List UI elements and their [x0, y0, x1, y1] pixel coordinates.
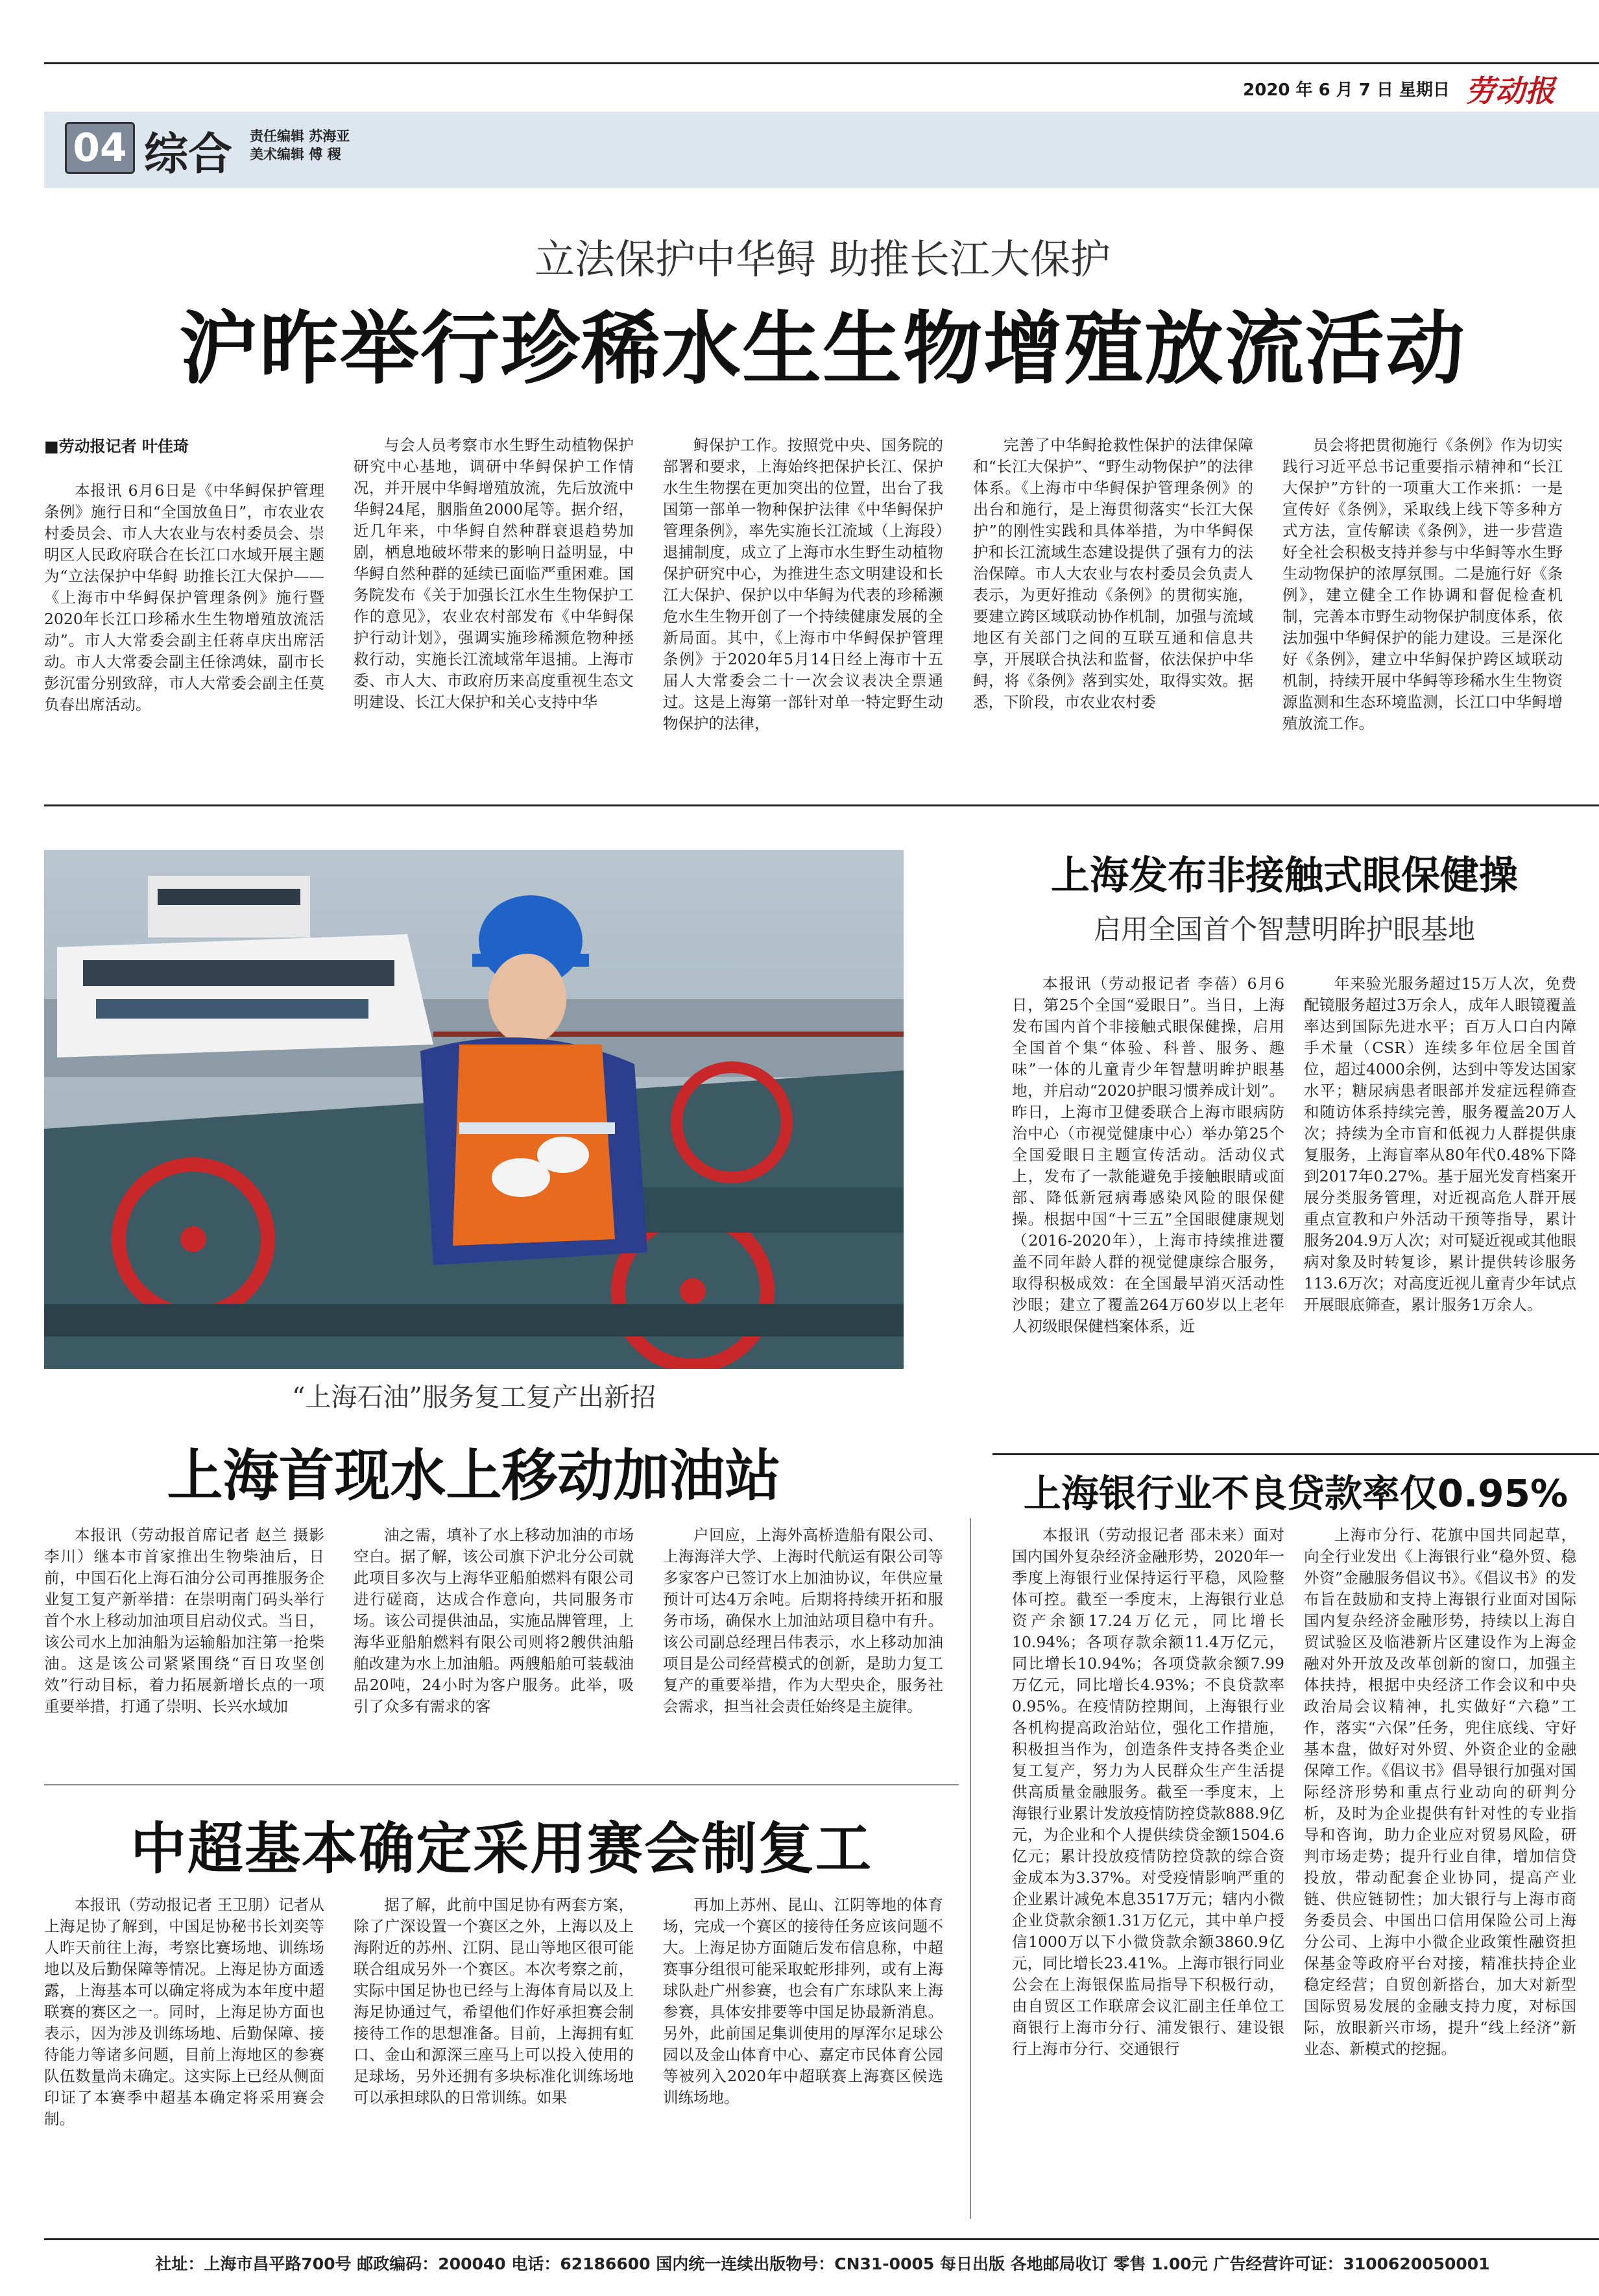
article4-column: 本报讯（劳动报记者 邵未来）面对国内国外复杂经济金融形势，2020年一季度上海银行业保持运行平稳，风险整体可控。截至一季度末，上海银行业总资产余额17.24万亿元，同比增长10.94%；各项存款余额11.4万亿元，同比增长10.94%；各项贷款余额7.99万亿元，同比增长4.93%；不良贷款率0.95%。在疫情防控期间，上海银行业各机构提高政治站位，强化工作措施，积极担当作为，创造条件支持各类企业复工复产，努力为人民群众生产生活提供高质量金融服务。截至一季度末，上海银行业累计发放疫情防控贷款888.9亿元，为企业和个人提供续贷金额1504.6亿元；累计投放疫情防控贷款的综合资金成本为3.37%。对受疫情影响严重的企业累计减免本息3517万元；辖内小微企业贷款余额1.31万亿元，其中单户授信1000万以下小微贷款余额3860.9亿元，同比增长23.41%。上海市银行同业公会在上海银保监局指导下积极行动，由自贸区工作联席会议汇副主任单位工商银行上海市分行、浦发银行、建设银行上海市分行、交通银行 [1012, 1526, 1284, 2058]
article1-column: 本报讯 6月6日是《中华鲟保护管理条例》施行日和“全国放鱼日”，市农业农村委员会、市人大农业与农村委员会、崇明区人民政府联合在长江口水域开展主题为“立法保护中华鲟 助推长江大保护——《上海市中华鲟保护管理条例》施行暨2020年长江口珍稀水生生物增殖放流活动”。市人大常委会副主任蒋卓庆出席活动。市人大常委会副主任徐鸿妹，副市长彭沉雷分别致辞，市人大常委会副主任莫负春出席活动。 [44, 481, 324, 714]
article4-column: 上海市分行、花旗中国共同起草，向全行业发出《上海银行业“稳外贸、稳外资”金融服务倡议书》。《倡议书》的发布旨在鼓励和支持上海银行业面对国际国内复杂经济金融形势，持续以上海自贸试验区及临港新片区建设作为上海金融对外开放及改革创新的窗口，加强主体扶持，根据中央经济工作会议和中央政治局会议精神，扎实做好“六稳”工作，落实“六保”任务，兜住底线、守好基本盘，做好对外贸、外资企业的金融保障工作。《倡议书》倡导银行加强对国际经济形势和重点行业动向的研判分析，及时为企业提供有针对性的专业指导和咨询，助力企业应对贸易风险，研判市场走势；提升行业自律，增加信贷投放，带动配套企业协同，提高产业链、供应链韧性；加大银行与上海市商务委员会、中国出口信用保险公司上海分公司、上海中小微企业政策性融资担保基金等政府平台对接，精准扶持企业稳定经营；自贸创新搭台，加大对新型国际贸易发展的金融支持力度，对标国际，放眼新兴市场，提升“线上经济”新业态、新模式的挖掘。 [1304, 1526, 1576, 2058]
article3-column: 油之需，填补了水上移动加油的市场空白。据了解，该公司旗下沪北分公司就此项目多次与上海华亚船舶燃料有限公司进行磋商，达成合作意向，共同服务市场。该公司提供油品，实施品牌管理，上海华亚船舶燃料有限公司则将2艘供油船舶改建为水上加油船。两艘船舶可装载油品20吨，24小时为客户服务。此举，吸引了众多有需求的客 [354, 1526, 634, 1715]
vertical-divider [970, 1518, 971, 2219]
article2-column: 本报讯（劳动报记者 李蓓）6月6日，第25个全国“爱眼日”。当日，上海发布国内首个非接触式眼保健操，启用全国首个集“体验、科普、服务、趣味”一体的儿童青少年智慧明眸护眼基地，并启动“2020护眼习惯养成计划”。昨日，上海市卫健委联合上海市眼病防治中心（市视觉健康中心）举办第25个全国爱眼日主题宣传活动。活动仪式上，发布了一款能避免手接触眼睛或面部、降低新冠病毒感染风险的眼保健操。根据中国“十三五”全国眼健康规划（2016-2020年），上海市持续推进覆盖不同年龄人群的视觉健康综合服务，取得积极成效：在全国最早消灭活动性沙眼；建立了覆盖264万60岁以上老年人初级眼保健档案体系，近 [1012, 974, 1284, 1335]
article5-column: 再加上苏州、昆山、江阴等地的体育场，完成一个赛区的接待任务应该问题不大。上海足协方面随后发布信息称，中超赛事分组很可能采取蛇形排列，或有上海球队赴广州参赛，也会有广东球队来上海参赛，具体安排要等中国足协最新消息。另外，此前国足集训使用的厚浑尔足球公园以及金山体育中心、嘉定市民体育公园等被列入2020年中超联赛上海赛区候选训练场地。 [663, 1896, 943, 2107]
divider [992, 1453, 1599, 1455]
article3-column: 户回应，上海外高桥造船有限公司、上海海洋大学、上海时代航运有限公司等多家客户已签订水上加油协议，年供应量预计可达4万余吨。后期将持续开拓和服务市场，确保水上加油站项目稳中有升。该公司副总经理吕伟表示，水上移动加油项目是公司经营模式的创新，是助力复工复产的重要举措，作为大型央企，服务社会需求，担当社会责任始终是主旋律。 [663, 1526, 943, 1715]
divider [44, 804, 1599, 806]
article1-column: 鲟保护工作。按照党中央、国务院的部署和要求，上海始终把保护长江、保护水生生物摆在更加突出的位置，出台了我国第一部单一物种保护法律《中华鲟保护管理条例》，率先实施长江流域（上海段）退捕制度，成立了上海市水生野生动植物保护研究中心，为推进生态文明建设和长江大保护、保护以中华鲟为代表的珍稀濒危水生生物开创了一个持续健康发展的全新局面。其中，《上海市中华鲟保护管理条例》于2020年5月14日经上海市十五届人大常委会二十一次会议表决全票通过。这是上海第一部针对单一特定野生动物保护的法律， [663, 436, 943, 732]
section-name: 综合 [144, 128, 233, 180]
divider [44, 1784, 959, 1785]
photo-illustration [44, 850, 904, 1369]
article3-photo [44, 850, 904, 1369]
top-rule [44, 62, 1599, 64]
article4-headline: 上海银行业不良贷款率仅0.95% [1023, 1471, 1569, 1516]
article5-headline: 中超基本确定采用赛会制复工 [130, 1817, 872, 1881]
article1-headline: 沪昨举行珍稀水生生物增殖放流活动 [179, 303, 1466, 395]
article5-column: 据了解，此前中国足协有两套方案，除了广深设置一个赛区之外，上海以及上海附近的苏州、江阴、昆山等地区很可能联合组成另外一个赛区。本次考察之前，实际中国足协也已经与上海体育局以及上海足协通过气，希望他们作好承担赛会制接待工作的思想准备。目前，上海拥有虹口、金山和源深三座马上可以投入使用的足球场，另外还拥有多块标准化训练场地可以承担球队的日常训练。如果 [354, 1896, 634, 2107]
footer-rule [44, 2238, 1599, 2240]
editor-line: 美术编辑 傅 稷 [250, 147, 341, 162]
article1-column: 与会人员考察市水生野生动植物保护研究中心基地，调研中华鲟保护工作情况，并开展中华鲟增殖放流，先后放流中华鲟24尾，胭脂鱼2000尾等。据介绍，近几年来，中华鲟自然种群衰退趋势加剧，栖息地破坏带来的影响日益明显，中华鲟自然种群的延续已面临严重困难。国务院发布《关于加强长江水生生物保护工作的意见》，农业农村部发布《中华鲟保护行动计划》，强调实施珍稀濒危物种拯救行动，实施长江流域常年退捕。上海市委、市人大、市政府历来高度重视生态文明建设、长江大保护和关心支持中华 [354, 436, 634, 711]
article2-headline: 上海发布非接触式眼保健操 [1051, 853, 1518, 899]
article3-kicker: “上海石油”服务复工复产出新招 [292, 1383, 656, 1412]
page-number: 04 [65, 122, 135, 174]
article2-kicker: 启用全国首个智慧明眸护眼基地 [1093, 913, 1475, 945]
article3-headline: 上海首现水上移动加油站 [167, 1444, 781, 1508]
article5-column: 本报讯（劳动报记者 王卫朋）记者从上海足协了解到，中国足协秘书长刘奕等人昨天前往上海，考察比赛场地、训练场地以及后勤保障等情况。上海足协方面透露，上海基本可以确定将成为本年度中超联赛的赛区之一。同时，上海足协方面也表示，因为涉及训练场地、后勤保障、接待能力等诸多问题，目前上海地区的参赛队伍数量尚未确定。这实际上已经从侧面印证了本赛季中超基本确定将采用赛会制。 [44, 1896, 324, 2128]
article1-column: 员会将把贯彻施行《条例》作为切实践行习近平总书记重要指示精神和“长江大保护”方针的一项重大工作来抓：一是宣传好《条例》，采取线上线下等多种方式方法，宣传解读《条例》，进一步营造好全社会积极支持并参与中华鲟等水生野生动物保护的浓厚氛围。二是施行好《条例》，建立健全工作协调和督促检查机制，完善本市野生动物保护制度体系，依法加强中华鲟保护的能力建设。三是深化好《条例》，建立中华鲟保护跨区域联动机制，持续开展中华鲟等珍稀水生生物资源监测和生态环境监测，长江口中华鲟增殖放流工作。 [1282, 436, 1563, 732]
editor-line: 责任编辑 苏海亚 [250, 128, 350, 144]
article1-kicker: 立法保护中华鲟 助推长江大保护 [535, 236, 1111, 283]
article3-column: 本报讯（劳动报首席记者 赵兰 摄影 李川）继本市首家推出生物柴油后，日前，中国石化上海石油分公司再推服务企业复工复产新举措：在崇明南门码头举行首个水上移动加油项目启动仪式。当日，该公司水上加油船为运输船加注第一抢柴油。这是该公司紧紧围绕“百日攻坚创效”行动目标，着力拓展新增长点的一项重要举措，打通了崇明、长兴水域加 [44, 1526, 324, 1715]
article1-column: 完善了中华鲟抢救性保护的法律保障和“长江大保护”、“野生动物保护”的法律体系。《上海市中华鲟保护管理条例》的出台和施行，是上海贯彻落实“长江大保护”的刚性实践和具体举措，为中华鲟保护和长江流域生态建设提供了强有力的法治保障。市人大农业与农村委员会负责人表示，为更好推动《条例》的贯彻实施，要建立跨区域联动协作机制，加强与流域地区有关部门之间的互联互通和信息共享，开展联合执法和监督，依法保护中华鲟，将《条例》落到实处，取得实效。据悉，下阶段，市农业农村委 [973, 436, 1253, 711]
article1-byline: ■劳动报记者 叶佳琦 [44, 437, 189, 455]
editor-credits [250, 127, 350, 163]
newspaper-logo: 劳动报 [1465, 73, 1555, 108]
article2-column: 年来验光服务超过15万人次，免费配镜服务超过3万余人，成年人眼镜覆盖率达到国际先进水平；百万人口白内障手术量（CSR）连续多年位居全国首位，超过4000余例，达到中等发达国家水平；糖尿病患者眼部并发症远程筛查和随访体系持续完善，服务覆盖20万人次；持续为全市盲和低视力人群提供康复服务，上海盲率从80年代0.48%下降到2017年0.27%。基于屈光发育档案开展分类服务管理，对近视高危人群开展重点宣教和户外活动干预等指导，累计服务204.9万人次；对可疑近视或其他眼病对象及时转复诊，累计提供转诊服务113.6万次；对高度近视儿童青少年试点开展眼底筛查，累计服务1万余人。 [1304, 974, 1576, 1314]
issue-date: 2020 年 6 月 7 日 星期日 [1243, 80, 1450, 100]
footer-info: 社址：上海市昌平路700号 邮政编码：200040 电话：62186600 国内统一连续出版物号：CN31-0005 每日出版 各地邮局收订 零售 1.00元 广告经营许可证：3100620050001 [155, 2254, 1490, 2273]
